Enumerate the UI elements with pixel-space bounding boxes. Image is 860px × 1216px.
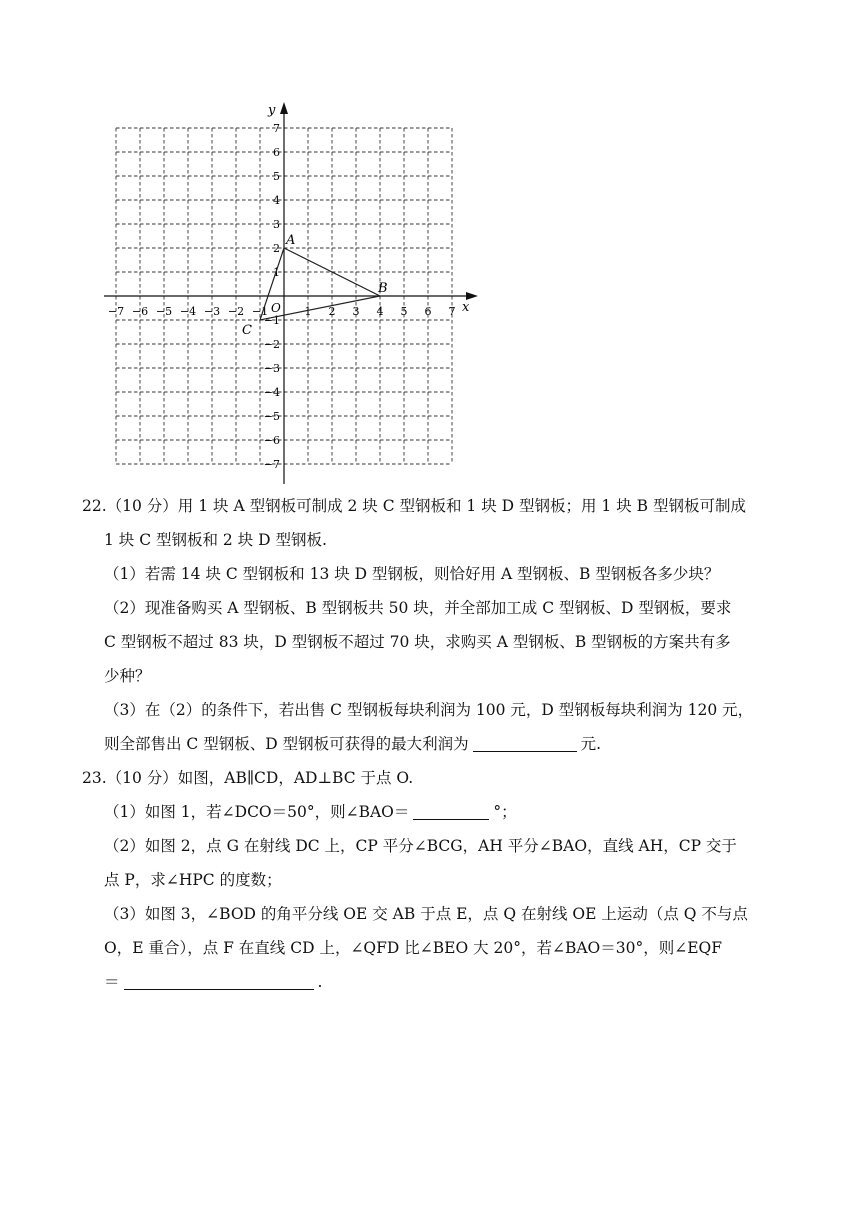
q22-part2-line1: （2）现准备购买 A 型钢板、B 型钢板共 50 块，并全部加工成 C 型钢板、D 型钢板，要求 xyxy=(104,599,732,617)
y-tick-label: 6 xyxy=(273,146,280,159)
coordinate-grid-figure xyxy=(95,95,485,490)
q23-stem: 23.（10 分）如图，AB∥CD，AD⊥BC 于点 O. xyxy=(82,769,414,787)
origin-label: O xyxy=(271,301,281,315)
point-label-c: C xyxy=(242,323,252,338)
x-tick-label: −5 xyxy=(155,305,173,318)
q22-stem-line2: 1 块 C 型钢板和 2 块 D 型钢板. xyxy=(104,531,327,549)
x-tick-label: −4 xyxy=(179,305,197,318)
q22-stem-line1: 22.（10 分）用 1 块 A 型钢板可制成 2 块 C 型钢板和 1 块 D 型钢板；用 1 块 B 型钢板可制成 xyxy=(82,497,746,515)
q23-part3-end: . xyxy=(317,973,323,991)
q22-part1: （1）若需 14 块 C 型钢板和 13 块 D 型钢板，则恰好用 A 型钢板、B 型钢板各多少块？ xyxy=(104,565,720,583)
q23-part1 xyxy=(104,795,517,829)
x-axis-arrow xyxy=(466,292,478,300)
y-tick-label: 4 xyxy=(273,194,280,207)
y-tick-label: 3 xyxy=(273,218,280,231)
answer-blank[interactable] xyxy=(473,733,577,752)
q22-part3-line2 xyxy=(104,727,601,761)
y-tick-label: −1 xyxy=(263,314,280,327)
answer-blank[interactable] xyxy=(413,801,489,820)
q23-part3-line2: O，E 重合），点 F 在直线 CD 上，∠QFD 比∠BEO 大 20°，若∠BAO＝30°，则∠EQF xyxy=(104,939,722,957)
answer-blank[interactable] xyxy=(124,971,314,990)
y-tick-label: 7 xyxy=(273,122,280,135)
y-tick-label: 5 xyxy=(273,170,280,183)
x-tick-label: −2 xyxy=(227,305,245,318)
x-tick-label: 4 xyxy=(376,305,384,318)
q23-part2-line1: （2）如图 2，点 G 在射线 DC 上，CP 平分∠BCG，AH 平分∠BAO，直线 AH，CP 交于 xyxy=(104,837,737,855)
y-tick-label: −5 xyxy=(263,410,280,423)
q22-part2-line2: C 型钢板不超过 83 块，D 型钢板不超过 70 块，求购买 A 型钢板、B 型钢板的方案共有多 xyxy=(104,633,731,651)
y-tick-label: 1 xyxy=(273,266,280,279)
x-tick-label: −7 xyxy=(107,305,125,318)
x-tick-label: 2 xyxy=(328,305,336,318)
q23-part1-text: （1）如图 1，若∠DCO＝50°，则∠BAO＝ xyxy=(104,803,410,821)
q22-part2-line3: 少种？ xyxy=(104,667,151,685)
y-tick-label: −3 xyxy=(263,362,280,375)
q22-part3-line1: （3）在（2）的条件下，若出售 C 型钢板每块利润为 100 元，D 型钢板每块利润为 120 元， xyxy=(104,701,754,719)
y-tick-label: −7 xyxy=(263,458,280,471)
x-tick-label: 5 xyxy=(400,305,408,318)
q23-part1-unit: °； xyxy=(493,803,517,821)
q22-part3-text: 则全部售出 C 型钢板、D 型钢板可获得的最大利润为 xyxy=(104,735,469,753)
x-tick-label: −6 xyxy=(131,305,149,318)
y-tick-label: −6 xyxy=(263,434,280,447)
x-tick-label: −1 xyxy=(251,305,269,318)
y-axis-arrow xyxy=(280,102,288,114)
x-tick-label: −3 xyxy=(203,305,221,318)
point-label-a: A xyxy=(286,233,296,248)
q23-part3-eq: ＝ xyxy=(104,973,120,991)
y-tick-label: −4 xyxy=(263,386,280,399)
x-tick-label: 7 xyxy=(448,305,456,318)
x-tick-label: 3 xyxy=(352,305,360,318)
point-label-b: B xyxy=(378,281,388,296)
q23-part3-line1: （3）如图 3，∠BOD 的角平分线 OE 交 AB 于点 E，点 Q 在射线 OE 上运动（点 Q 不与点 xyxy=(104,905,748,923)
q23-part3-line3 xyxy=(104,965,322,999)
q22-part3-unit: 元. xyxy=(580,735,602,753)
x-axis-label: x xyxy=(462,300,470,315)
x-tick-label: 6 xyxy=(424,305,432,318)
x-tick-label: 1 xyxy=(304,305,312,318)
q23-part2-line2: 点 P，求∠HPC 的度数； xyxy=(104,871,282,889)
y-tick-label: 2 xyxy=(273,242,280,255)
y-axis-label: y xyxy=(268,103,276,118)
y-tick-label: −2 xyxy=(263,338,280,351)
